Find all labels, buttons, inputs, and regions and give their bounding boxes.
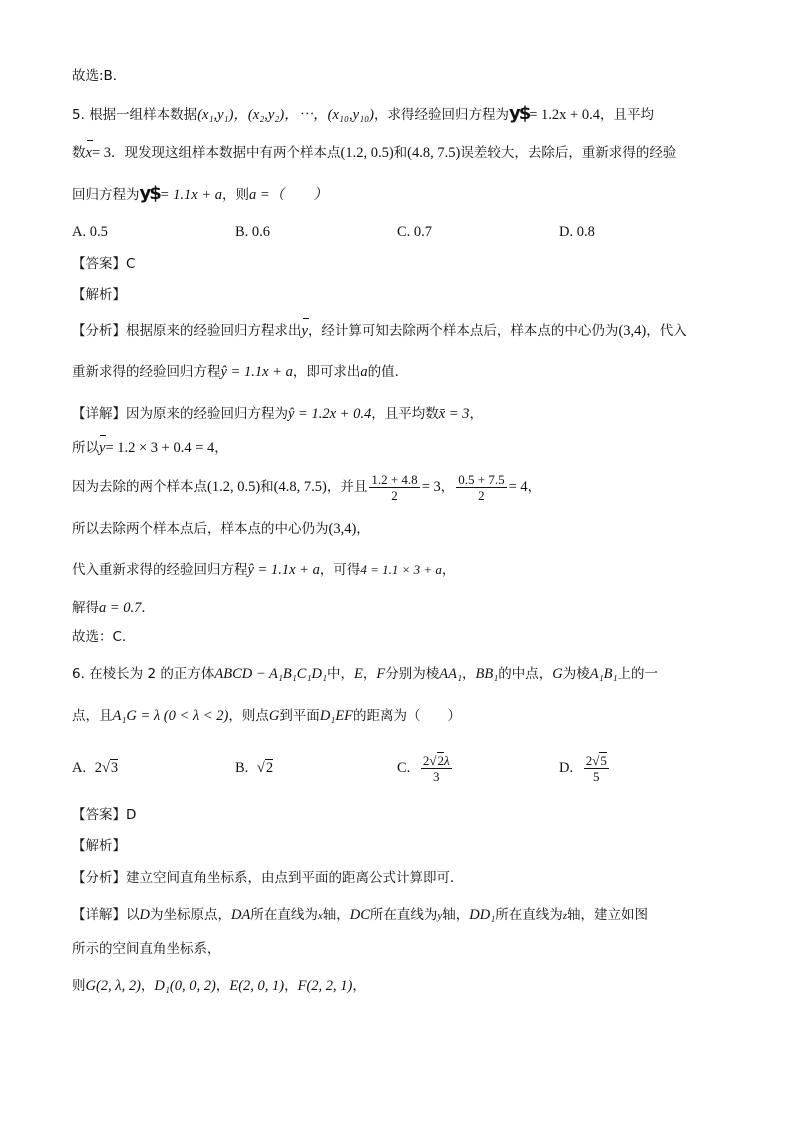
q6-answer: 【答案】D — [72, 807, 137, 823]
q5-stem-line3: 回归方程为y$= 1.1x + a，则a =（ ） — [72, 183, 328, 204]
q6-option-d: D. $\frac{2√5}{5}$ — [559, 752, 607, 784]
q5-data-points: (x₁,y₁)，(x₂,y₂)，⋯，(x₁₀,y₁₀) — [197, 107, 374, 123]
q5-option-d: D. 0.8 — [559, 224, 595, 240]
q5-xiangjie-line3: 因为去除的两个样本点(1.2, 0.5)和(4.8, 7.5)，并且 $\frac{1.2 + 4.8}{2}$ = 3， $\frac{0.5 + 7.5}{2}$ = 4， — [72, 471, 542, 503]
y-hat-glyph: y$ — [508, 103, 530, 124]
q5-conclusion: 故选：C． — [72, 629, 136, 645]
q5-option-b: B. 0.6 — [235, 224, 271, 240]
fraction-1: $\frac{1.2 + 4.8}{2}$ — [371, 471, 418, 503]
q5-analysis-label: 【解析】 — [72, 287, 126, 303]
fraction-2: $\frac{0.5 + 7.5}{2}$ — [458, 471, 505, 503]
q5-number: 5. — [72, 107, 85, 123]
q5-answer: 【答案】C — [72, 256, 136, 272]
q6-xiangjie-line1: 【详解】以D为坐标原点，DA所在直线为x轴，DC所在直线为y轴，DD₁所在直线为z轴，建立如图 — [72, 907, 649, 923]
q5-xiangjie-line6: 解得a = 0.7． — [72, 600, 155, 616]
q5-xiangjie-line5: 代入重新求得的经验回归方程ŷ = 1.1x + a，可得4 = 1.1 × 3 + a， — [72, 562, 456, 578]
q5-stem-line2: 数x= 3．现发现这组样本数据中有两个样本点(1.2, 0.5)和(4.8, 7.5)误差较大，去除后，重新求得的经验 — [72, 145, 677, 161]
q6-option-a: A. 2√3 — [72, 760, 119, 776]
q6-analysis-label: 【解析】 — [72, 838, 126, 854]
y-hat-glyph: y$ — [139, 183, 160, 204]
q5-stem-line1: 5. 根据一组样本数据(x₁,y₁)，(x₂,y₂)，⋯，(x₁₀,y₁₀)，求得经验回归方程为y$= 1.2x + 0.4，且平均 — [72, 103, 654, 124]
q5-xiangjie-line2: 所以y= 1.2 × 3 + 0.4 = 4， — [72, 440, 228, 456]
q6-option-b: B. √2 — [235, 760, 274, 776]
q5-fenxi-line2: 重新求得的经验回归方程ŷ = 1.1x + a，即可求出a的值． — [72, 364, 409, 380]
q6-xiangjie-line3: 则G(2, λ, 2)，D₁(0, 0, 2)，E(2, 0, 1)，F(2, 2, 1)， — [72, 978, 366, 994]
q5-option-a: A. 0.5 — [72, 224, 108, 240]
q6-stem-line2: 点，且A₁G = λ (0 < λ < 2)，则点G到平面D₁EF的距离为（ ） — [72, 708, 462, 724]
prev-conclusion: 故选:B． — [72, 68, 127, 84]
q5-xiangjie-line1: 【详解】因为原来的经验回归方程为ŷ = 1.2x + 0.4，且平均数x̄ = 3， — [72, 406, 483, 422]
q5-option-c: C. 0.7 — [397, 224, 433, 240]
q6-option-c: C. $\frac{2√2\lambda}{3}$ — [397, 752, 450, 784]
q6-stem-line1: 6. 在棱长为 2 的正方体ABCD − A₁B₁C₁D₁中，E，F分别为棱AA₁，BB₁的中点，G为棱A₁B₁上的一 — [72, 666, 659, 682]
q6-xiangjie-line2: 所示的空间直角坐标系， — [72, 941, 221, 957]
q5-fenxi-line1: 【分析】根据原来的经验回归方程求出y，经计算可知去除两个样本点后，样本点的中心仍为(3,4)，代入 — [72, 323, 687, 339]
q5-xiangjie-line4: 所以去除两个样本点后，样本点的中心仍为(3,4)， — [72, 521, 370, 537]
q6-fenxi: 【分析】建立空间直角坐标系，由点到平面的距离公式计算即可． — [72, 870, 464, 886]
